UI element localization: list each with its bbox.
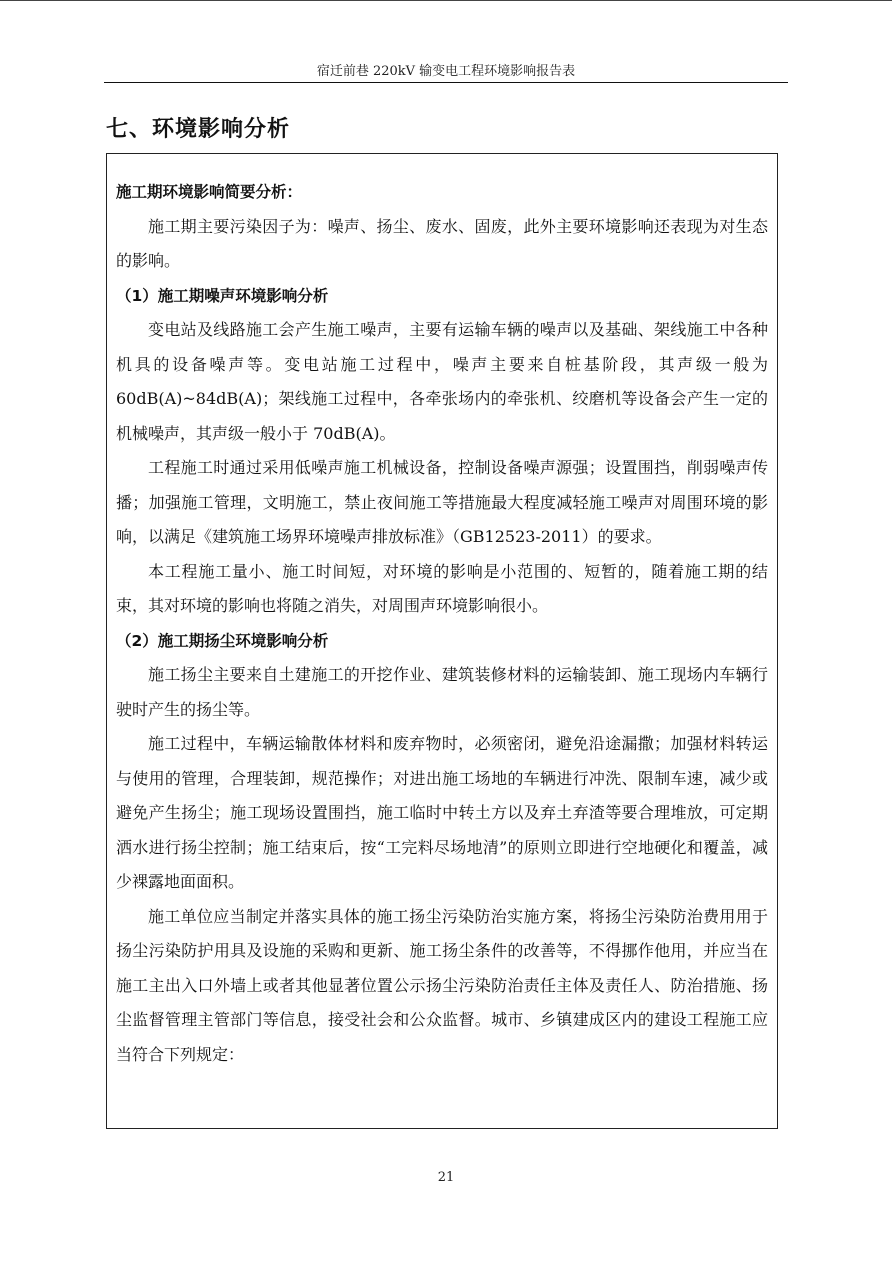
paragraph-dust-sources: 施工扬尘主要来自土建施工的开挖作业、建筑装修材料的运输装卸、施工现场内车辆行驶时产生的扬尘等。 bbox=[116, 665, 768, 719]
header-rule bbox=[104, 82, 788, 83]
page-top-border bbox=[0, 0, 892, 1]
section-title: 七、环境影响分析 bbox=[106, 117, 291, 142]
paragraph-noise-measures: 工程施工时通过采用低噪声施工机械设备，控制设备噪声源强；设置围挡，削弱噪声传播；加强施工管理，文明施工，禁止夜间施工等措施最大程度减轻施工噪声对周围环境的影响，以满足《建筑施工场界环境噪声排放标准》（GB12523-2011）的要求。 bbox=[116, 458, 768, 546]
paragraph-noise-sources: 变电站及线路施工会产生施工噪声，主要有运输车辆的噪声以及基础、架线施工中各种机具的设备噪声等。变电站施工过程中，噪声主要来自桩基阶段，其声级一般为 60dB(A)~84dB(A)；架线施工过程中，各牵张场内的牵张机、绞磨机等设备会产生一定的机械噪声，其声级一般小于 70dB(A)。 bbox=[116, 320, 768, 443]
content-frame bbox=[106, 153, 778, 1129]
subsection-heading-construction-summary: 施工期环境影响简要分析： bbox=[116, 183, 303, 201]
content-body bbox=[116, 175, 768, 1072]
paragraph-dust-measures: 施工过程中，车辆运输散体材料和废弃物时，必须密闭，避免沿途漏撒；加强材料转运与使用的管理，合理装卸，规范操作；对进出施工场地的车辆进行冲洗、限制车速，减少或避免产生扬尘；施工现场设置围挡，施工临时中转土方以及弃土弃渣等要合理堆放，可定期洒水进行扬尘控制；施工结束后，按“工完料尽场地清”的原则立即进行空地硬化和覆盖，减少裸露地面面积。 bbox=[116, 734, 768, 891]
paragraph-pollution-factors: 施工期主要污染因子为：噪声、扬尘、废水、固废，此外主要环境影响还表现为对生态的影响。 bbox=[116, 216, 768, 270]
subsection-heading-dust: （2）施工期扬尘环境影响分析 bbox=[116, 631, 329, 650]
paragraph-noise-conclusion: 本工程施工量小、施工时间短，对环境的影响是小范围的、短暂的，随着施工期的结束，其对环境的影响也将随之消失，对周围声环境影响很小。 bbox=[116, 561, 768, 615]
page-number: 21 bbox=[437, 1170, 455, 1185]
paragraph-dust-plan: 施工单位应当制定并落实具体的施工扬尘污染防治实施方案，将扬尘污染防治费用用于扬尘污染防护用具及设施的采购和更新、施工扬尘条件的改善等，不得挪作他用，并应当在施工主出入口外墙上或者其他显著位置公示扬尘污染防治责任主体及责任人、防治措施、扬尘监督管理主管部门等信息，接受社会和公众监督。城市、乡镇建成区内的建设工程施工应当符合下列规定： bbox=[116, 906, 768, 1064]
running-header: 宿迁前巷 220kV 输变电工程环境影响报告表 bbox=[316, 64, 576, 79]
subsection-heading-noise: （1）施工期噪声环境影响分析 bbox=[116, 286, 329, 305]
